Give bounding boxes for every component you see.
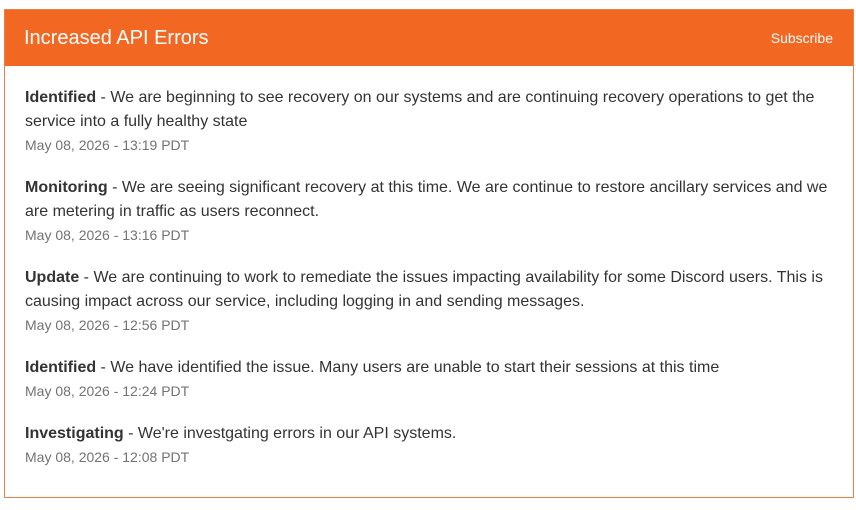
incident-header [5,10,853,66]
update-body: We are continuing to work to remediate the issues impacting availability for some Discord users. This is causing impact across our service, including logging in and sending messages. [25,269,823,310]
update-separator: - [79,269,94,286]
incident-card [4,9,854,498]
update-body: We're investgating errors in our API systems. [137,425,457,442]
update-status: Monitoring [25,179,108,196]
update-item [25,176,833,245]
update-timestamp: May 08, 2026 - 13:16 PDT [25,227,190,243]
update-status: Investigating [25,425,124,442]
update-separator: - [107,179,122,196]
update-separator: - [123,425,138,442]
update-message [25,266,833,314]
update-message [25,356,833,380]
update-timestamp: May 08, 2026 - 12:56 PDT [25,317,190,333]
update-timestamp: May 08, 2026 - 13:19 PDT [25,137,190,153]
update-item [25,422,833,467]
updates-list [5,66,853,467]
update-timestamp: May 08, 2026 - 12:24 PDT [25,383,190,399]
update-status: Identified [25,359,97,376]
update-status: Update [25,269,80,286]
update-message [25,176,833,224]
update-message [25,422,833,446]
update-status: Identified [25,89,97,106]
update-item [25,356,833,401]
update-body: We have identified the issue. Many users are unable to start their sessions at this time [110,359,720,376]
update-item [25,266,833,335]
update-body: We are beginning to see recovery on our systems and are continuing recovery operations to get the service into a fully healthy state [25,89,815,130]
update-timestamp: May 08, 2026 - 12:08 PDT [25,449,190,465]
update-message [25,86,833,134]
incident-title: Increased API Errors [24,26,209,49]
update-separator: - [96,359,111,376]
subscribe-button[interactable]: Subscribe [770,30,833,46]
update-item [25,86,833,155]
update-body: We are seeing significant recovery at this time. We are continue to restore ancillary services and we are metering in traffic as users reconnect. [25,179,828,220]
update-separator: - [96,89,111,106]
